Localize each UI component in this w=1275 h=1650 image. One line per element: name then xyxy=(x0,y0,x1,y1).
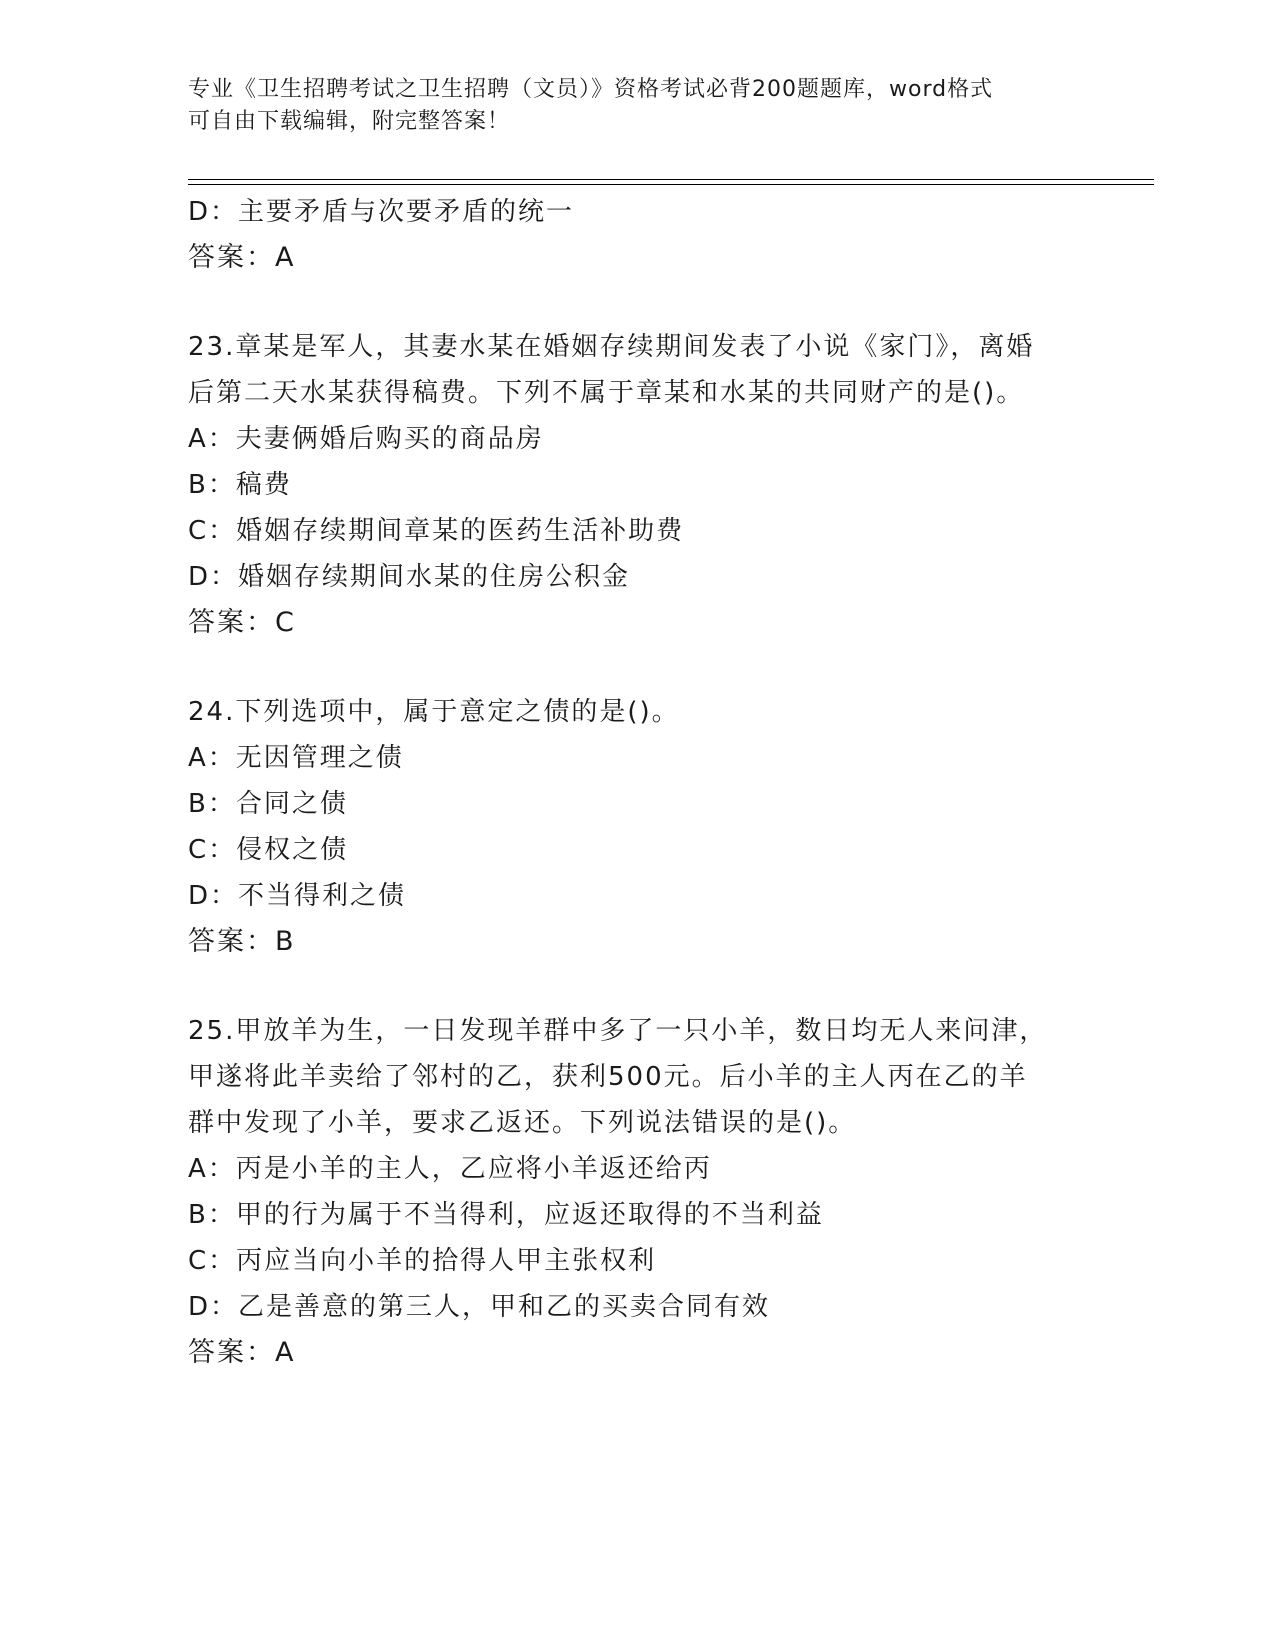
question-list xyxy=(188,189,1088,1376)
option-b: B：甲的行为属于不当得利，应返还取得的不当利益 xyxy=(188,1200,824,1230)
answer-line: 答案：B xyxy=(188,926,296,957)
header-divider-bottom xyxy=(188,184,1154,185)
question-stem-line: 群中发现了小羊，要求乙返还。下列说法错误的是()。 xyxy=(188,1108,857,1138)
question-stem-line: 25.甲放羊为生，一日发现羊群中多了一只小羊，数日均无人来问津， xyxy=(188,1016,1048,1046)
question-25 xyxy=(188,1008,1088,1376)
option-c: C：侵权之债 xyxy=(188,835,349,865)
question-stem-line: 23.章某是军人，其妻水某在婚姻存续期间发表了小说《家门》，离婚 xyxy=(188,332,1035,362)
question-stem-line: 后第二天水某获得稿费。下列不属于章某和水某的共同财产的是()。 xyxy=(188,378,1025,408)
header-line-2: 可自由下载编辑，附完整答案！ xyxy=(188,109,511,134)
option-d: D：乙是善意的第三人，甲和乙的买卖合同有效 xyxy=(188,1292,771,1322)
option-a: A：夫妻俩婚后购买的商品房 xyxy=(188,424,544,454)
option-d: D：主要矛盾与次要矛盾的统一 xyxy=(188,197,575,227)
option-c: C：婚姻存续期间章某的医药生活补助费 xyxy=(188,516,685,546)
header-divider-top xyxy=(188,179,1154,180)
question-stem-line: 甲遂将此羊卖给了邻村的乙，获利500元。后小羊的主人丙在乙的羊 xyxy=(188,1062,1028,1092)
question-24 xyxy=(188,689,1088,965)
option-a: A：丙是小羊的主人，乙应将小羊返还给丙 xyxy=(188,1154,712,1184)
question-stem-line: 24.下列选项中，属于意定之债的是()。 xyxy=(188,697,680,727)
answer-line: 答案：C xyxy=(188,607,296,638)
option-d: D：婚姻存续期间水某的住房公积金 xyxy=(188,562,631,592)
option-c: C：丙应当向小羊的拾得人甲主张权利 xyxy=(188,1246,657,1276)
option-a: A：无因管理之债 xyxy=(188,743,404,773)
option-b: B：合同之债 xyxy=(188,789,348,819)
header-line-1: 专业《卫生招聘考试之卫生招聘（文员）》资格考试必背200题题库，word格式 xyxy=(188,77,994,102)
answer-line: 答案：A xyxy=(188,1337,296,1368)
option-b: B：稿费 xyxy=(188,470,292,500)
question-23 xyxy=(188,324,1088,646)
document-header xyxy=(188,74,1088,138)
option-d: D：不当得利之债 xyxy=(188,881,407,911)
answer-line: 答案：A xyxy=(188,242,296,273)
